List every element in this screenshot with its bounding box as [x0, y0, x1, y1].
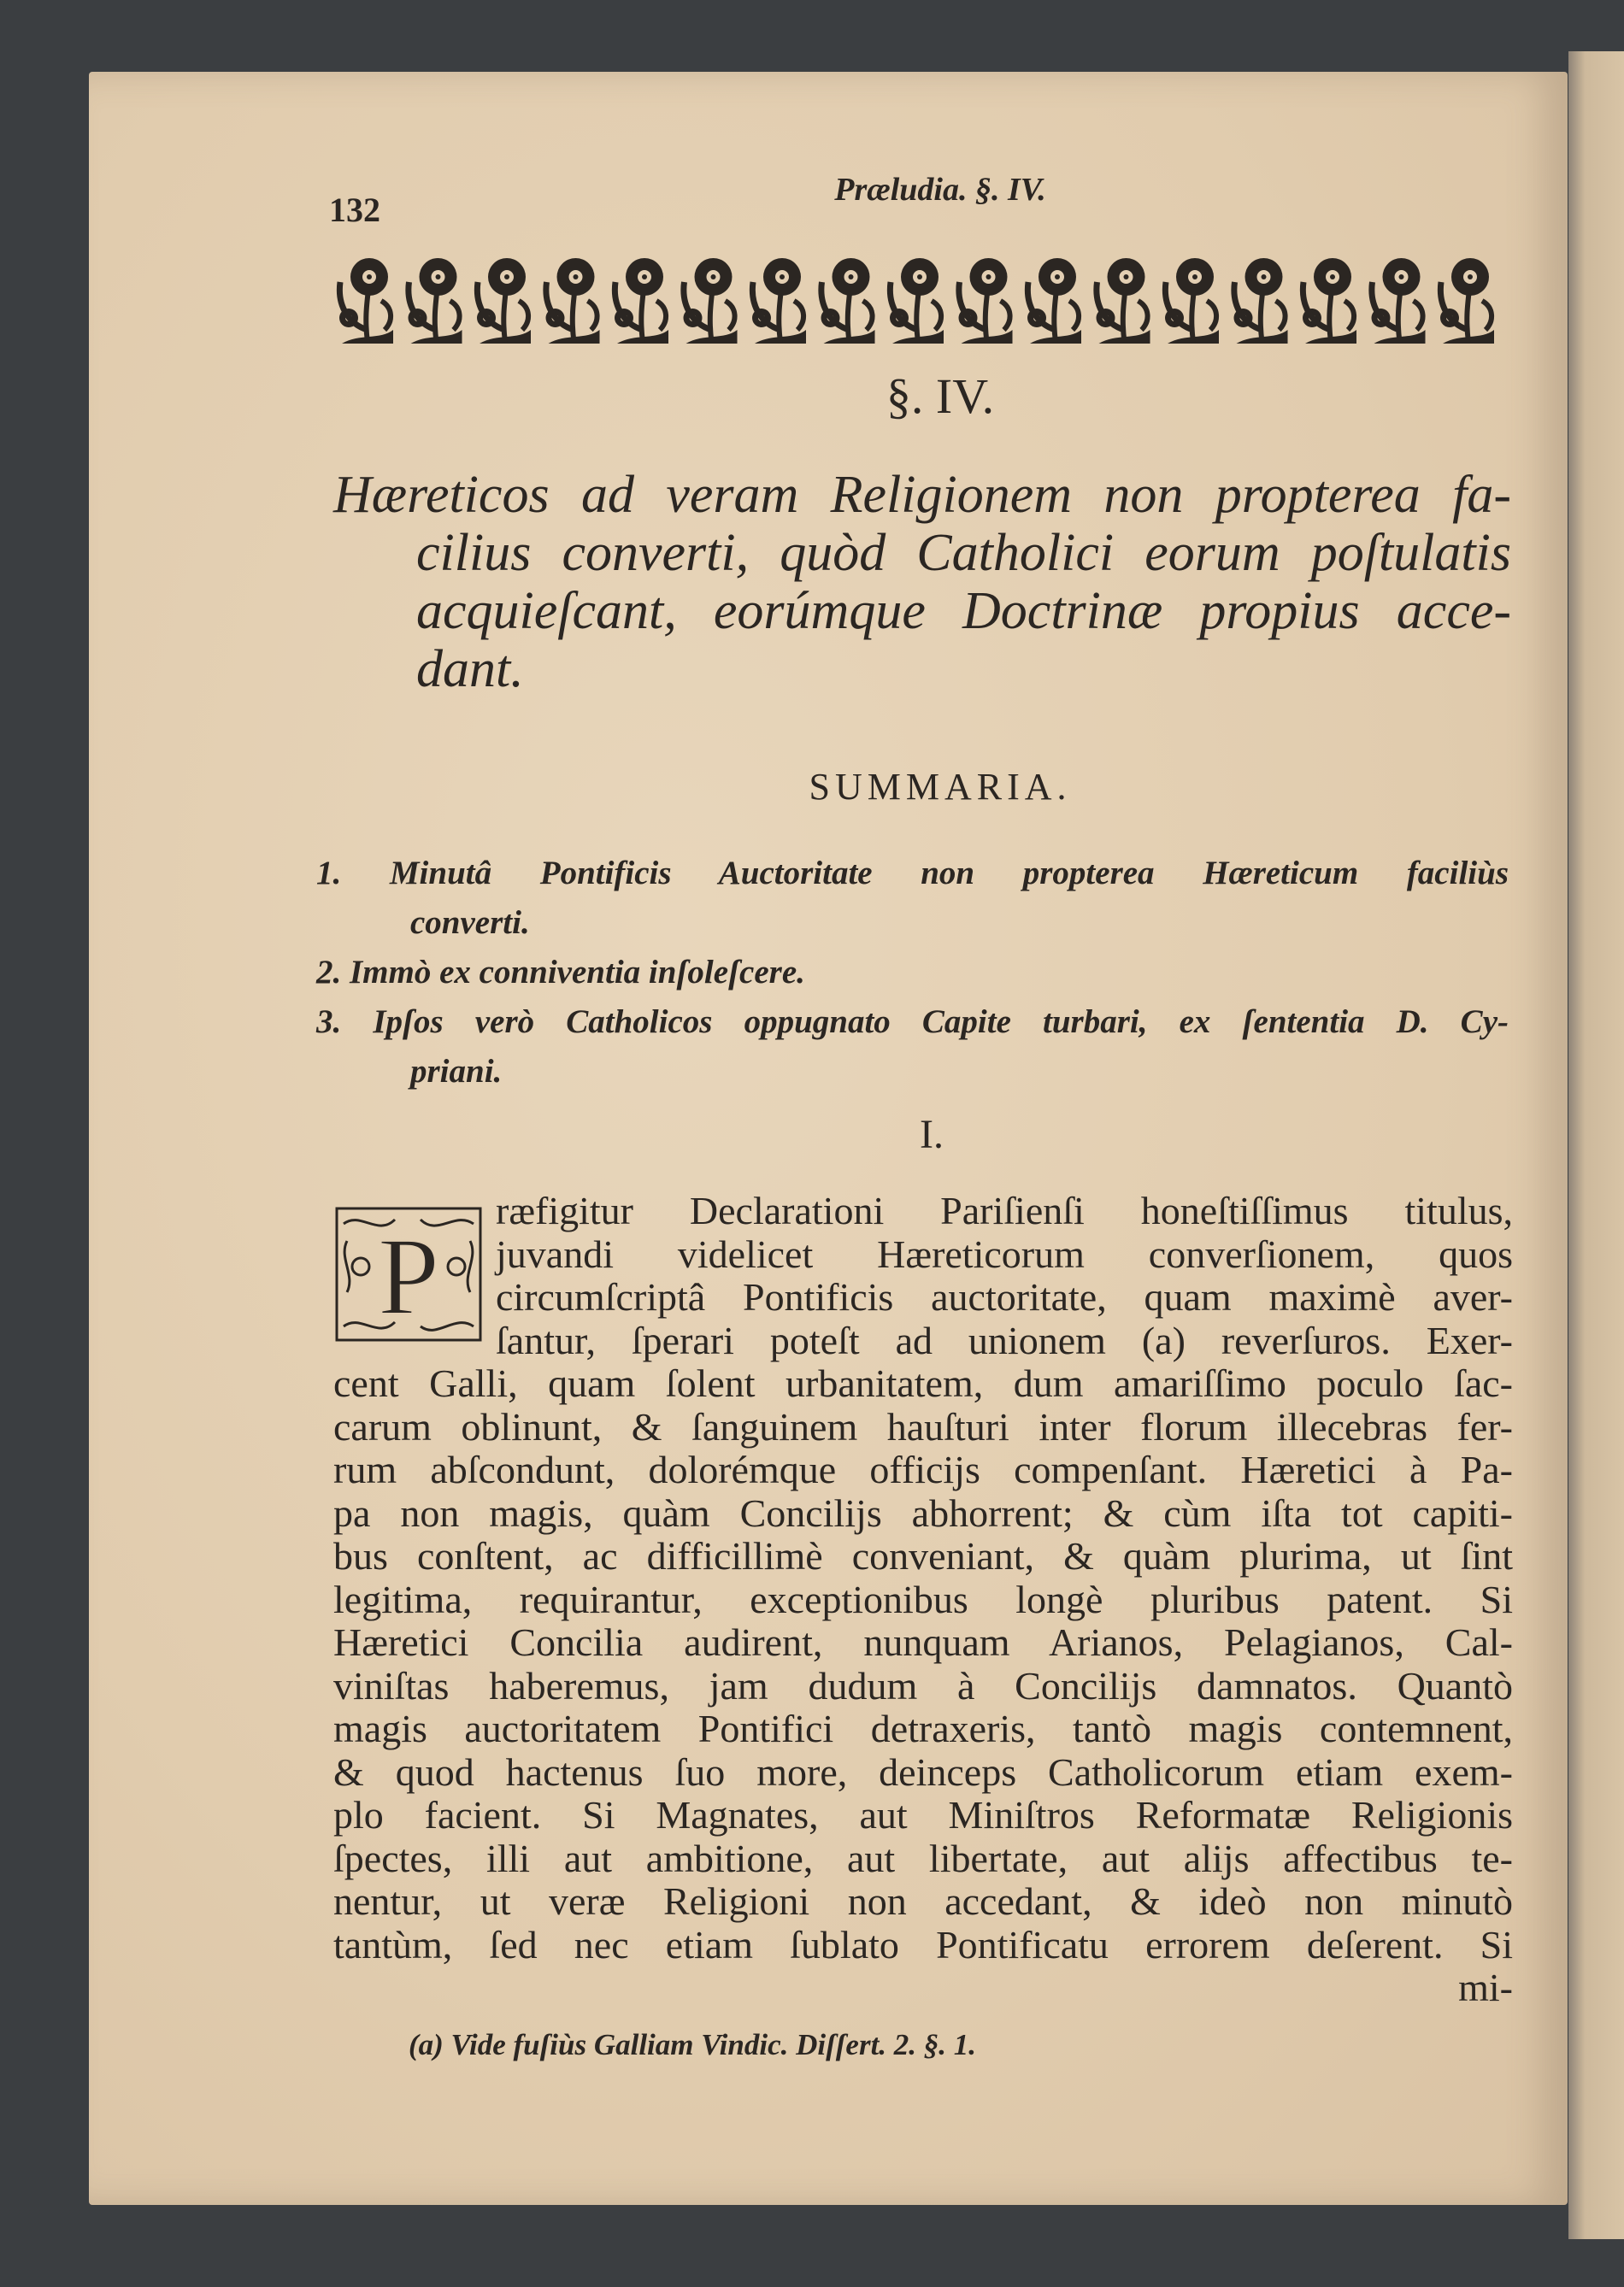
body-line: rum abſcondunt, dolorémque officijs compenſant. Hæretici à Pa- — [333, 1448, 1513, 1491]
flower-ornament-unit — [1303, 258, 1356, 344]
body-line: ræfigitur Declarationi Pariſienſi honeſtiſſimus titulus, — [496, 1189, 1513, 1232]
flower-ornament-unit — [890, 258, 944, 344]
body-line: Hæretici Concilia audirent, nunquam Arianos, Pelagianos, Cal- — [333, 1620, 1513, 1664]
body-line: magis auctoritatem Pontifici detraxeris, tantò magis contemnent, — [333, 1707, 1513, 1750]
flower-ornament-unit — [1097, 258, 1150, 344]
flower-ornament-unit — [477, 258, 531, 344]
title-line: dant. — [416, 640, 524, 698]
flower-ornament-unit — [409, 258, 462, 344]
flower-ornament-unit — [1165, 258, 1219, 344]
body-line: & quod hactenus ſuo more, deinceps Catholicorum etiam exem- — [333, 1749, 1513, 1794]
flower-ornament-unit — [1372, 258, 1426, 344]
flower-ornament-unit — [752, 258, 806, 344]
summary-item: 2. Immò ex conniventia inſoleſcere. — [316, 954, 805, 991]
flower-ornament-unit — [546, 258, 600, 344]
section-heading: §. IV. — [886, 368, 995, 424]
flower-ornament-unit — [1027, 258, 1081, 344]
summaria-heading: SUMMARIA. — [809, 766, 1072, 808]
summary-item: 3. Ipſos verò Catholicos oppugnato Capite turbari, ex ſententia D. Cy- — [316, 1003, 1509, 1040]
summary-item-continuation: priani. — [410, 1053, 503, 1090]
flower-ornament-unit — [959, 258, 1013, 344]
page-number: 132 — [329, 191, 380, 229]
adjacent-page-edge — [1568, 51, 1624, 2239]
body-line: legitima, requirantur, exceptionibus longè pluribus patent. Si — [333, 1577, 1513, 1621]
body-text — [333, 1190, 1513, 2010]
paragraph-number: I. — [920, 1112, 944, 1157]
body-line: carum oblinunt, & ſanguinem hauſturi inter florum illecebras fer- — [333, 1404, 1513, 1449]
flower-ornament-unit — [1234, 258, 1288, 344]
body-line: juvandi videlicet Hæreticorum converſionem, quos — [496, 1232, 1513, 1276]
drop-cap-letter: P — [377, 1215, 440, 1338]
flower-ornament-unit — [615, 258, 668, 344]
body-line: tantùm, ſed nec etiam ſublato Pontificatu errorem deſerent. Si — [333, 1922, 1513, 1967]
body-line: plo facient. Si Magnates, aut Miniſtros Reformatæ Religionis — [333, 1793, 1513, 1837]
title-line: Hæreticos ad veram Religionem non propterea fa- — [333, 466, 1511, 524]
body-line: bus conſtent, ac difficillimè conveniant, & quàm plurima, ut ſint — [333, 1534, 1513, 1578]
body-line: ſpectes, illi aut ambitione, aut libertate, aut alijs affectibus te- — [333, 1836, 1513, 1880]
flower-ornament-unit — [821, 258, 875, 344]
catchword: mi- — [1458, 1966, 1513, 2009]
title-line: acquieſcant, eorúmque Doctrinæ propius acce- — [416, 582, 1511, 640]
body-line: viniſtas haberemus, jam dudum à Concilijs damnatos. Quantò — [333, 1663, 1513, 1708]
title-line: cilius converti, quòd Catholici eorum poſtulatis — [416, 524, 1511, 582]
section-title — [333, 466, 1511, 698]
flower-ornament-unit — [1440, 258, 1494, 344]
body-line: ſantur, ſperari poteſt ad unionem (a) reverſuros. Exer- — [496, 1318, 1513, 1362]
summaria-list — [316, 849, 1509, 1096]
summary-item-continuation: converti. — [410, 904, 530, 941]
summary-item: 1. Minutâ Pontificis Auctoritate non propterea Hæreticum faciliùs — [316, 855, 1509, 891]
body-line: nentur, ut veræ Religioni non accedant, & ideò non minutò — [333, 1879, 1513, 1923]
footnote: (a) Vide fuſiùs Galliam Vindic. Diſſert. 2. §. 1. — [409, 2028, 977, 2061]
body-line: cent Galli, quam ſolent urbanitatem, dum amariſſimo poculo ſac- — [333, 1361, 1513, 1405]
flower-ornament-unit — [684, 258, 738, 344]
body-line: circumſcriptâ Pontificis auctoritate, quam maximè aver- — [496, 1275, 1513, 1319]
running-head: Præludia. §. IV. — [834, 172, 1046, 208]
floral-ornament-band — [333, 248, 1503, 350]
body-line: pa non magis, quàm Concilijs abhorrent; & cùm iſta tot capiti- — [333, 1490, 1513, 1535]
flower-ornament-unit — [339, 258, 393, 344]
